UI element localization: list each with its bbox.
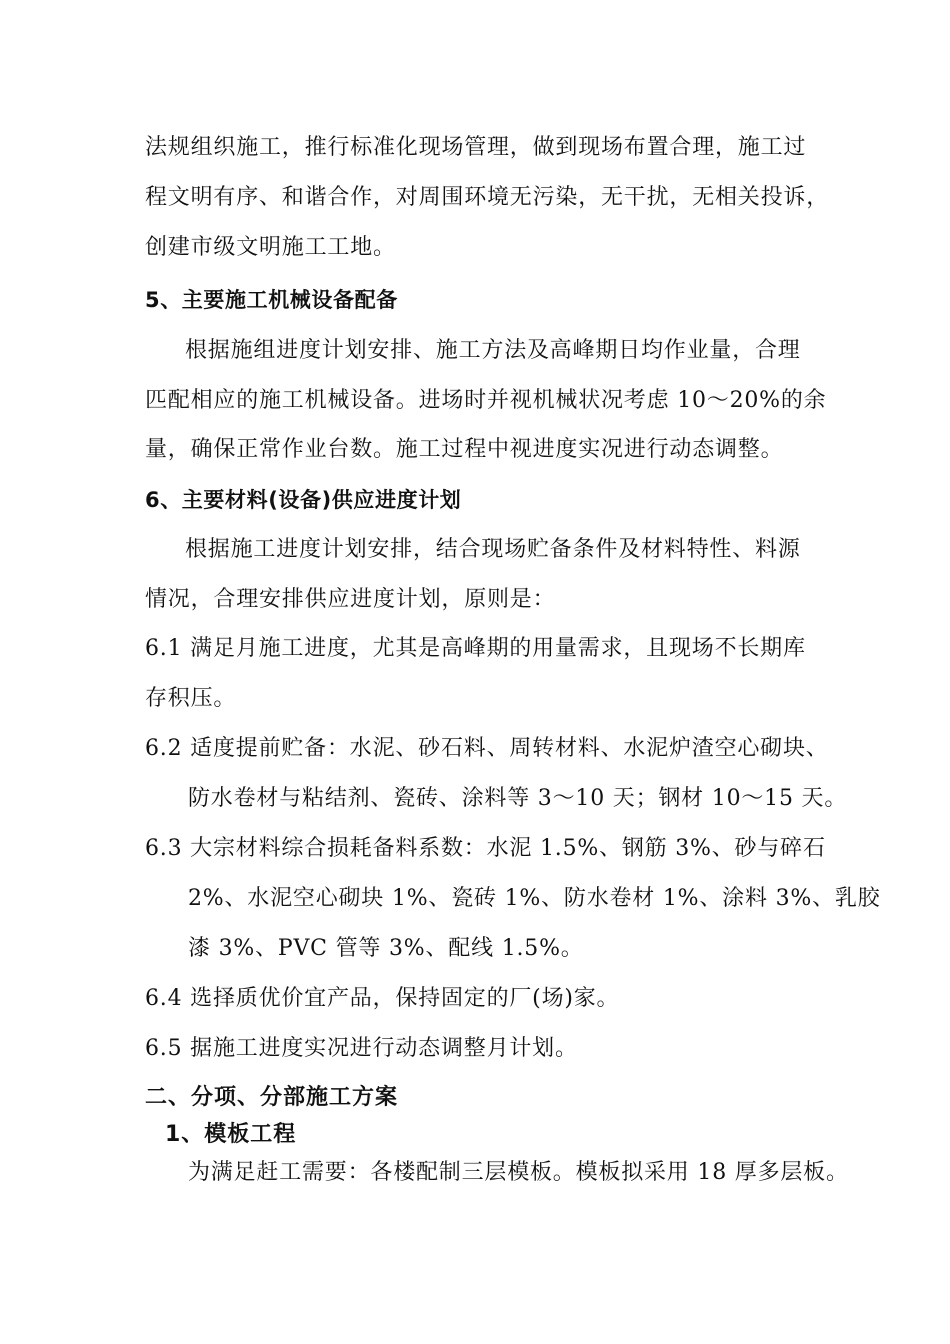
paragraph-line: 量，确保正常作业台数。施工过程中视进度实况进行动态调整。	[145, 437, 784, 462]
list-item-line: 6.5 据施工进度实况进行动态调整月计划。	[145, 1036, 578, 1061]
paragraph-line: 为满足赶工需要：各楼配制三层模板。模板拟采用 18 厚多层板。	[188, 1160, 849, 1185]
list-item-line: 漆 3%、PVC 管等 3%、配线 1.5%。	[188, 936, 584, 961]
list-item-line: 6.4 选择质优价宜产品，保持固定的厂(场)家。	[145, 986, 620, 1011]
paragraph-line: 根据施组进度计划安排、施工方法及高峰期日均作业量，合理	[185, 338, 801, 363]
list-item-line: 6.2 适度提前贮备：水泥、砂石料、周转材料、水泥炉渣空心砌块、	[145, 736, 829, 761]
part-heading: 二、分项、分部施工方案	[145, 1085, 399, 1110]
paragraph-line: 匹配相应的施工机械设备。进场时并视机械状况考虑 10～20%的余	[145, 388, 827, 413]
paragraph-line: 情况，合理安排供应进度计划，原则是：	[145, 587, 556, 612]
paragraph-line: 创建市级文明施工工地。	[145, 235, 396, 260]
section-heading: 6、主要材料(设备)供应进度计划	[145, 488, 462, 512]
list-item-line: 2%、水泥空心砌块 1%、瓷砖 1%、防水卷材 1%、涂料 3%、乳胶	[188, 886, 881, 911]
list-item-line: 存积压。	[145, 686, 237, 711]
list-item-line: 6.1 满足月施工进度，尤其是高峰期的用量需求，且现场不长期库	[145, 636, 806, 661]
list-item-line: 防水卷材与粘结剂、瓷砖、涂料等 3～10 天；钢材 10～15 天。	[188, 786, 848, 811]
list-item-line: 6.3 大宗材料综合损耗备料系数：水泥 1.5%、钢筋 3%、砂与碎石	[145, 836, 826, 861]
section-heading: 5、主要施工机械设备配备	[145, 288, 398, 312]
paragraph-line: 法规组织施工，推行标准化现场管理，做到现场布置合理，施工过	[145, 135, 807, 160]
subsection-heading: 1、模板工程	[165, 1122, 297, 1147]
paragraph-line: 程文明有序、和谐合作，对周围环境无污染，无干扰，无相关投诉，	[145, 185, 830, 210]
paragraph-line: 根据施工进度计划安排，结合现场贮备条件及材料特性、料源	[185, 537, 801, 562]
